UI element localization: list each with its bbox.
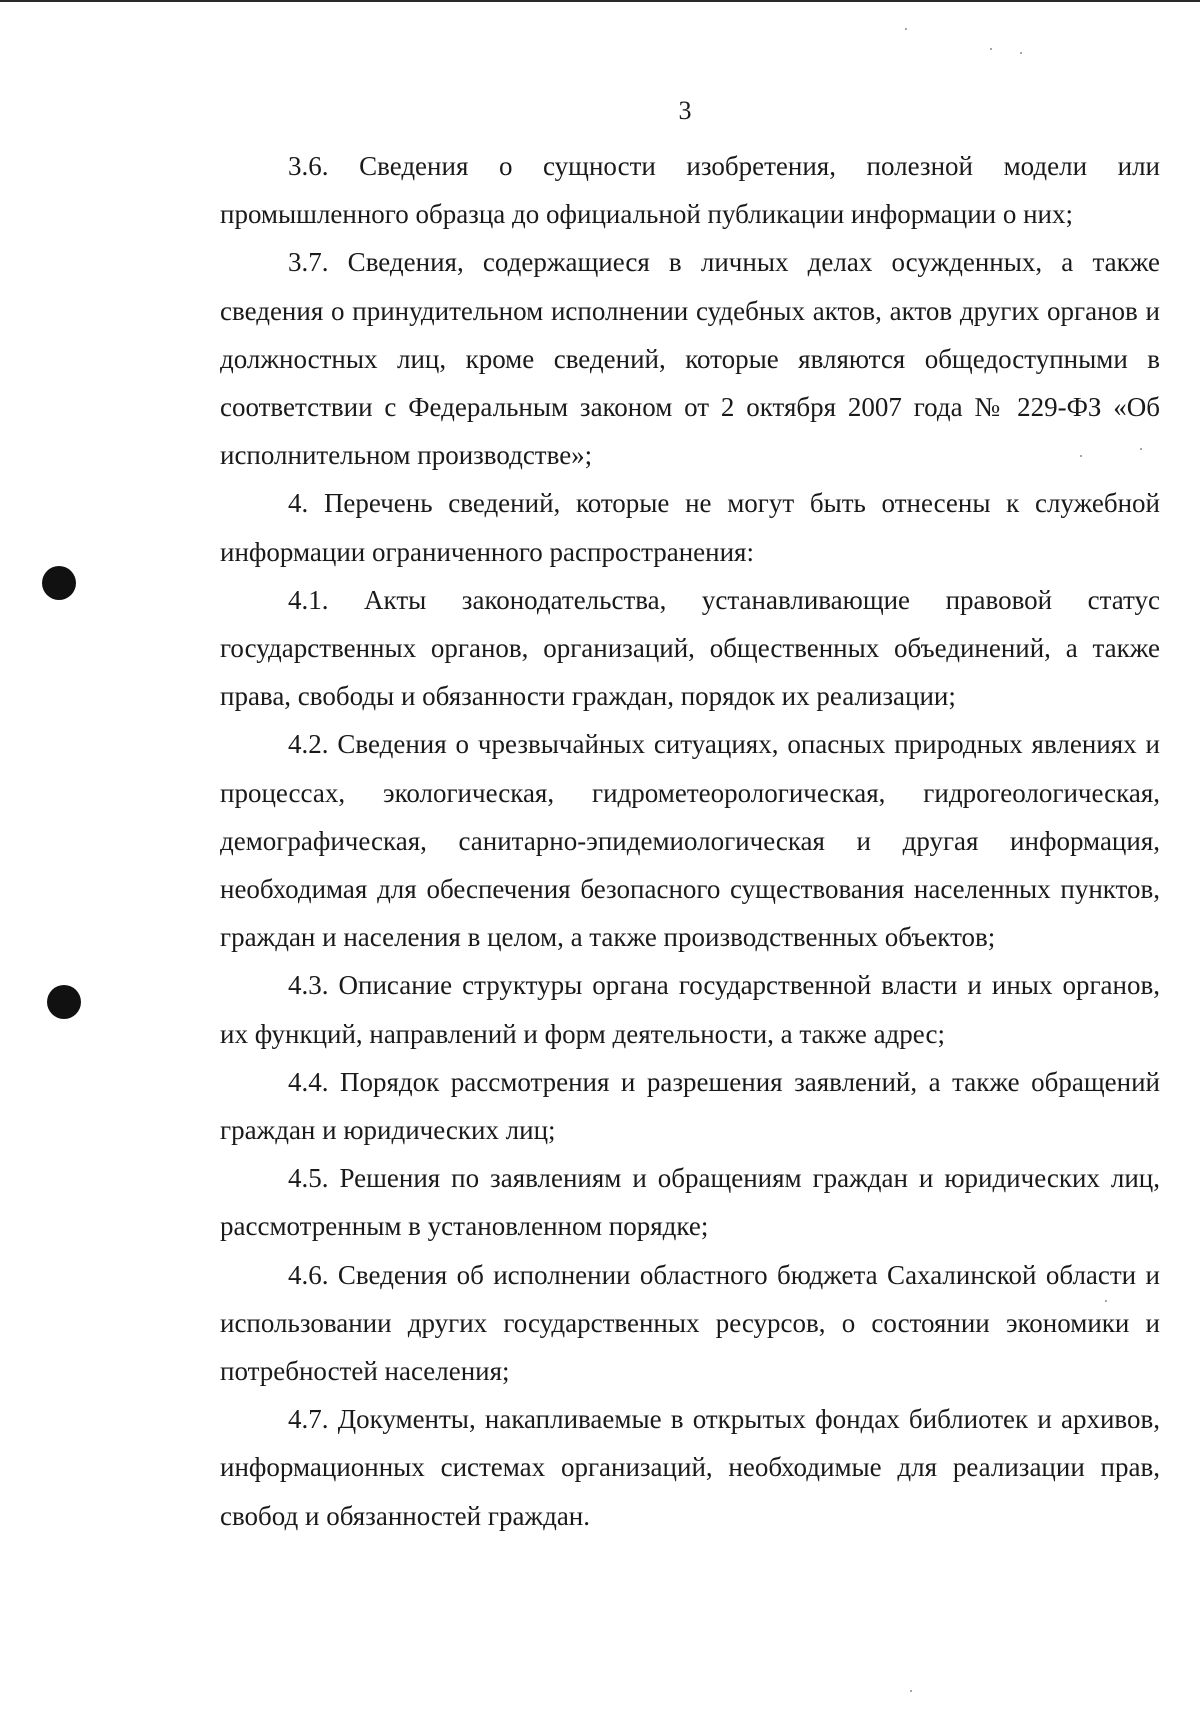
scan-speck (910, 1690, 912, 1692)
paragraph-4: 4. Перечень сведений, которые не могут быть отнесены к служебной информации ограниченного распространения: (220, 488, 1160, 567)
paragraph-4-5: 4.5. Решения по заявлениям и обращениям граждан и юридических лиц, рассмотренным в установленном порядке; (220, 1163, 1160, 1242)
paragraph-3-6: 3.6. Сведения о сущности изобретения, полезной модели или промышленного образца до официальной публикации информации о них; (220, 151, 1160, 230)
paragraph-4-1: 4.1. Акты законодательства, устанавливающие правовой статус государственных органов, организаций, общественных объединений, а также права, свободы и обязанности граждан, порядок их реализации; (220, 584, 1160, 712)
paragraph-4-3: 4.3. Описание структуры органа государственной власти и иных органов, их функций, направлений и форм деятельности, а также адрес; (220, 970, 1160, 1049)
paragraph-3-7: 3.7. Сведения, содержащиеся в личных делах осужденных, а также сведения о принудительном исполнении судебных актов, актов других органов и должностных лиц, кроме сведений, которые являются общедоступными в соответствии с Федеральным законом от 2 октября 2007 года № 229-ФЗ «Об исполнительном производстве»; (220, 247, 1160, 471)
punch-hole-upper (42, 566, 76, 600)
paragraph-4-7: 4.7. Документы, накапливаемые в открытых фондах библиотек и архивов, информационных системах организаций, необходимые для реализации прав, свобод и обязанностей граждан. (220, 1404, 1160, 1531)
scan-speck (905, 28, 907, 30)
paragraph-4-2: 4.2. Сведения о чрезвычайных ситуациях, опасных природных явлениях и процессах, экологическая, гидрометеорологическая, гидрогеологическая, демографическая, санитарно-эпидемиологическая и другая информация, необходимая для обеспечения безопасного существования населенных пунктов, граждан и населения в целом, а также производственных объектов; (220, 729, 1160, 953)
document-body (220, 142, 1160, 1540)
paragraph-4-4: 4.4. Порядок рассмотрения и разрешения заявлений, а также обращений граждан и юридических лиц; (220, 1066, 1160, 1146)
page-number: 3 (678, 96, 692, 125)
paragraph-4-6: 4.6. Сведения об исполнении областного бюджета Сахалинской области и использовании других государственных ресурсов, о состоянии экономики и потребностей населения; (220, 1259, 1160, 1387)
scan-top-border (0, 0, 1200, 2)
scan-speck (1020, 52, 1022, 54)
punch-hole-lower (47, 985, 81, 1019)
scan-speck (990, 48, 992, 50)
